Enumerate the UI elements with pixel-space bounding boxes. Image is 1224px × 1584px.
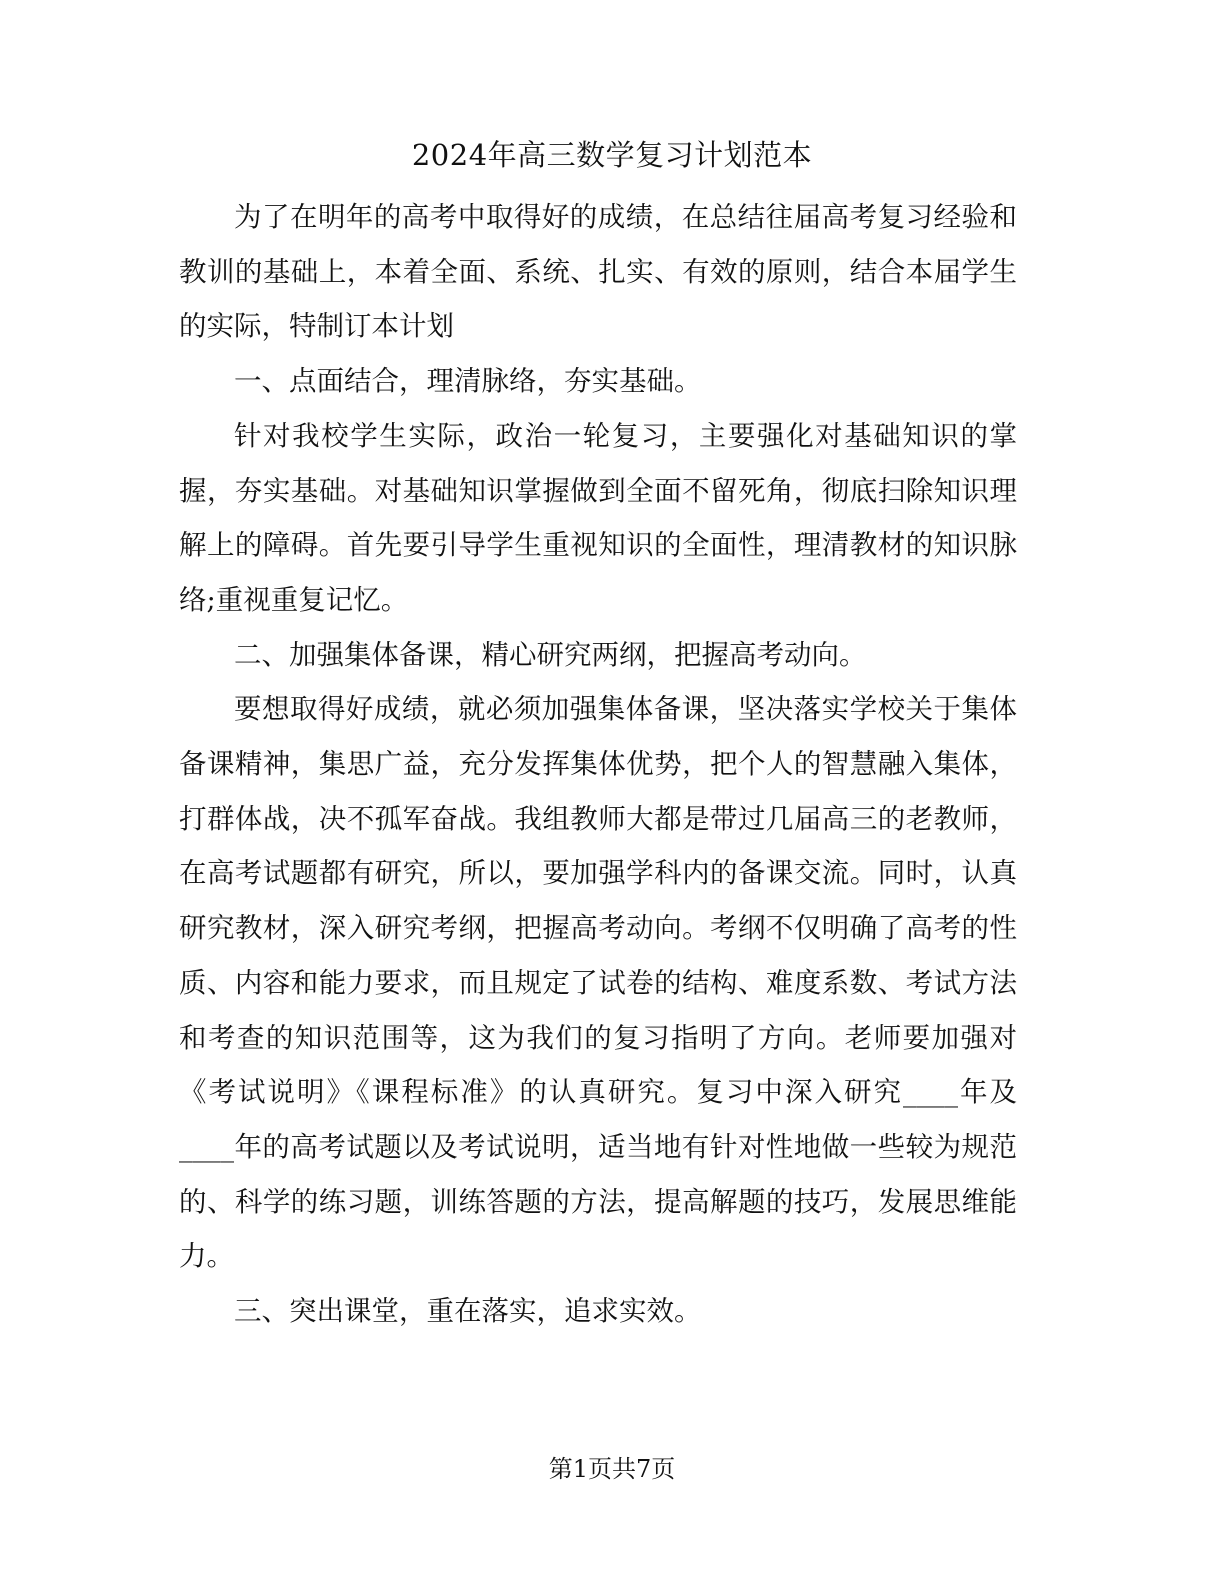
section-heading-1: 一、点面结合，理清脉络，夯实基础。: [234, 365, 702, 398]
paragraph-section-1: 针对我校学生实际，政治一轮复习，主要强化对基础知识的掌握，夯实基础。对基础知识掌握做到全面不留死角，彻底扫除知识理解上的障碍。首先要引导学生重视知识的全面性，理清教材的知识脉络;重视重复记忆。: [179, 419, 1017, 616]
paragraph-intro: 为了在明年的高考中取得好的成绩，在总结往届高考复习经验和教训的基础上，本着全面、系统、扎实、有效的原则，结合本届学生的实际，特制订本计划: [179, 201, 1017, 343]
section-heading-3: 三、突出课堂，重在落实，追求实效。: [234, 1295, 702, 1328]
document-title: 2024年高三数学复习计划范本: [411, 138, 813, 172]
section-heading-2: 二、加强集体备课，精心研究两纲，把握高考动向。: [234, 638, 867, 671]
paragraph-section-2: 要想取得好成绩，就必须加强集体备课，坚决落实学校关于集体备课精神，集思广益，充分发挥集体优势，把个人的智慧融入集体，打群体战，决不孤军奋战。我组教师大都是带过几届高三的老教师，在高考试题都有研究，所以，要加强学科内的备课交流。同时，认真研究教材，深入研究考纲，把握高考动向。考纲不仅明确了高考的性质、内容和能力要求，而且规定了试卷的结构、难度系数、考试方法和考查的知识范围等，这为我们的复习指明了方向。老师要加强对《考试说明》《课程标准》的认真研究。复习中深入研究____年及____年的高考试题以及考试说明，适当地有针对性地做一些较为规范的、科学的练习题，训练答题的方法，提高解题的技巧，发展思维能力。: [179, 693, 1017, 1273]
page-indicator: 第1页共7页: [548, 1455, 676, 1483]
document-body: [179, 190, 1017, 1339]
